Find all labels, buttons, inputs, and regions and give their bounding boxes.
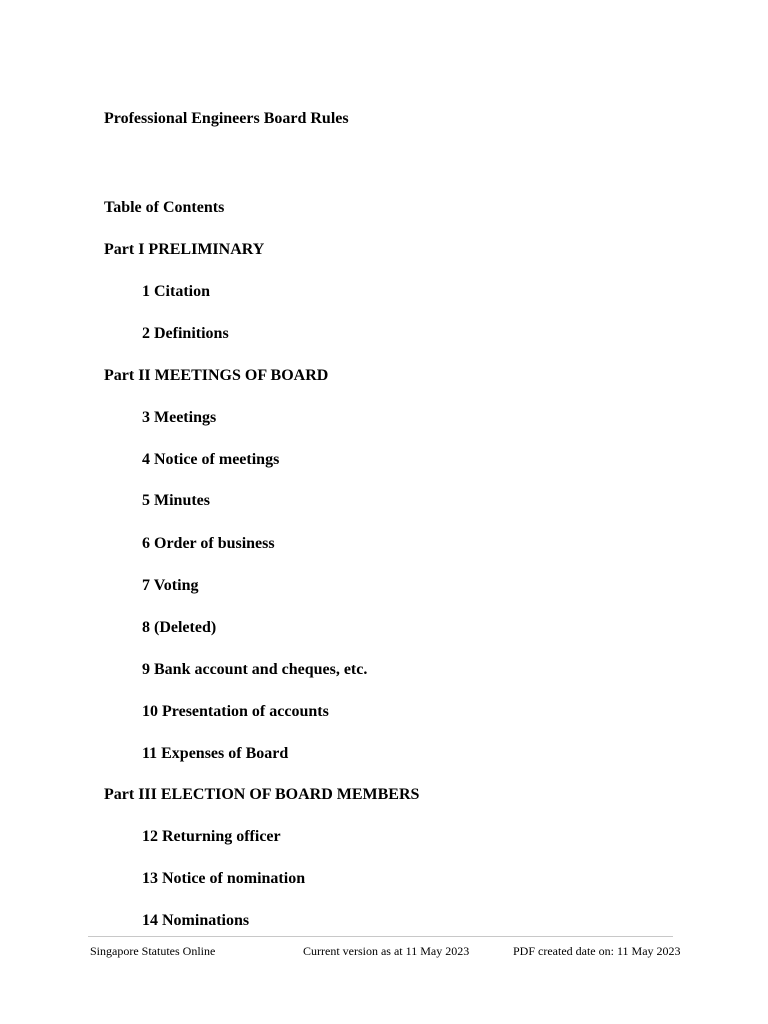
toc-section-13[interactable]: 13 Notice of nomination xyxy=(142,870,306,887)
footer-version: Current version as at 11 May 2023 xyxy=(303,944,470,958)
footer-source: Singapore Statutes Online xyxy=(90,944,216,958)
toc-section-6[interactable]: 6 Order of business xyxy=(142,535,275,552)
footer-created-date: PDF created date on: 11 May 2023 xyxy=(513,944,681,958)
toc-section-2[interactable]: 2 Definitions xyxy=(142,325,229,342)
toc-part-2[interactable]: Part II MEETINGS OF BOARD xyxy=(104,367,329,384)
toc-section-14[interactable]: 14 Nominations xyxy=(142,912,250,929)
toc-section-7[interactable]: 7 Voting xyxy=(142,577,199,594)
toc-section-10[interactable]: 10 Presentation of accounts xyxy=(142,703,329,720)
toc-section-12[interactable]: 12 Returning officer xyxy=(142,828,281,845)
toc-section-8[interactable]: 8 (Deleted) xyxy=(142,619,217,636)
toc-section-3[interactable]: 3 Meetings xyxy=(142,409,217,426)
toc-section-4[interactable]: 4 Notice of meetings xyxy=(142,451,280,468)
toc-section-11[interactable]: 11 Expenses of Board xyxy=(142,745,289,762)
footer-divider xyxy=(88,936,673,937)
toc-section-1[interactable]: 1 Citation xyxy=(142,283,210,300)
toc-section-9[interactable]: 9 Bank account and cheques, etc. xyxy=(142,661,368,678)
toc-part-1[interactable]: Part I PRELIMINARY xyxy=(104,241,265,258)
toc-heading: Table of Contents xyxy=(104,199,225,216)
toc-section-5[interactable]: 5 Minutes xyxy=(142,492,210,509)
document-title: Professional Engineers Board Rules xyxy=(104,110,349,127)
toc-part-3[interactable]: Part III ELECTION OF BOARD MEMBERS xyxy=(104,786,420,803)
